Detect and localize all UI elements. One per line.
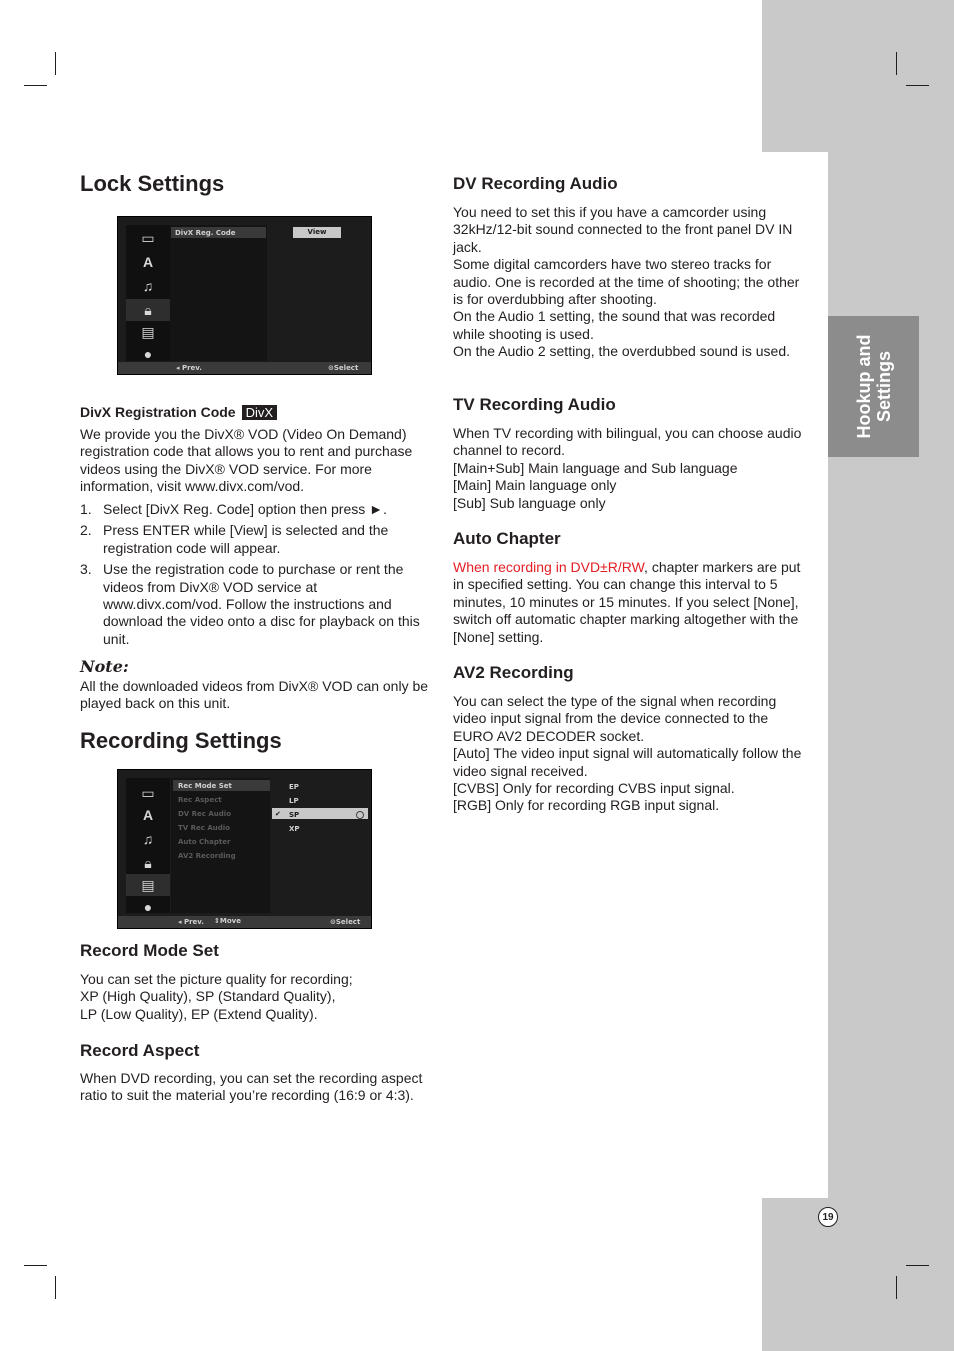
av2-paragraph-1: You can select the type of the signal when recording video input signal from the device connected to the EURO AV2 DECODER socket. [453,693,777,744]
record-mode-text-2: XP (High Quality), SP (Standard Quality), [80,988,336,1004]
menu-item-rec-mode-set: Rec Mode Set [178,782,232,790]
language-icon: A [142,807,154,823]
check-icon: ✔ [275,810,281,818]
tv-recording-audio-body [453,425,803,512]
av2-recording-heading: AV2 Recording [453,663,574,682]
prev-hint: ◂ Prev. [178,918,204,926]
av2-paragraph-4: [RGB] Only for recording RGB input signal. [453,797,720,814]
lock-icon: 🔒︎ [126,299,170,321]
crop-mark [896,52,897,75]
dv-paragraph-2: Some digital camcorders have two stereo tracks for audio. One is recorded at the time of shooting; the other is for overdubbing after shooting. [453,256,800,308]
section-tab-line2: Settings [873,351,894,423]
margin-band [828,152,954,1198]
lock-settings-title: Lock Settings [80,171,225,196]
divx-intro: We provide you the DivX® VOD (Video On Demand) registration code that allows you to rent and purchase videos using the DivX® VOD service. For more information, visit www.divx.com/vod. [80,426,413,495]
move-hint: ⇕Move [214,917,241,925]
recording-settings-screenshot [117,769,372,929]
crop-mark [55,52,56,75]
dv-recording-audio-body [453,204,803,361]
option-lp: LP [289,797,299,805]
page-number: 19 [818,1207,838,1227]
crop-mark [24,85,47,86]
crop-mark [896,1276,897,1299]
option-highlight [272,808,368,819]
select-hint: ⊙Select [328,364,359,372]
others-icon: ● [143,346,153,362]
recording-settings-title: Recording Settings [80,728,282,753]
tv-paragraph-1: When TV recording with bilingual, you can choose audio channel to record. [453,425,802,459]
enter-icon [356,811,364,819]
recording-icon: ▤ [126,874,170,896]
tv-recording-audio-heading: TV Recording Audio [453,395,616,414]
option-ep: EP [289,783,299,791]
dv-paragraph-1: You need to set this if you have a camcorder using 32kHz/12-bit sound connected to the front panel DV IN jack. [453,204,793,255]
recording-icon: ▤ [141,323,155,340]
view-button: View [293,227,341,238]
menu-item-divx-reg-code: DivX Reg. Code [175,229,236,237]
record-aspect-heading: Record Aspect [80,1041,200,1060]
option-sp: SP [289,811,300,819]
margin-band-bottom [762,1198,954,1351]
prev-hint: ◂ Prev. [176,364,202,372]
av2-recording-body [453,693,803,815]
section-tab [828,316,919,457]
av2-paragraph-2: [Auto] The video input signal will automatically follow the video signal received. [453,745,802,779]
language-icon: A [142,254,154,270]
section-tab-line1: Hookup and [853,334,874,439]
dv-paragraph-3: On the Audio 1 setting, the sound that was recorded while shooting is used. [453,308,776,342]
margin-band-top [762,0,954,152]
menu-item-dv-rec-audio: DV Rec Audio [178,810,232,818]
tv-paragraph-4: [Sub] Sub language only [453,494,606,511]
menu-item-auto-chapter: Auto Chapter [178,838,231,846]
crop-mark [906,1265,929,1266]
disc-menu-icon: ▭ [141,229,155,246]
record-mode-set-heading: Record Mode Set [80,941,219,960]
option-xp: XP [289,825,300,833]
divx-steps [80,501,430,652]
tv-paragraph-2: [Main+Sub] Main language and Sub language [453,459,738,476]
select-hint: ⊙Select [330,918,361,926]
record-mode-text-1: You can set the picture quality for recording; [80,971,353,987]
crop-mark [24,1265,47,1266]
lock-settings-screenshot [117,216,372,375]
lock-icon: 🔒︎ [144,854,152,871]
crop-mark [55,1276,56,1299]
note-heading: Note: [80,657,129,676]
divx-registration-heading: DivX Registration Code DivX [80,404,277,420]
tv-paragraph-3: [Main] Main language only [453,477,617,494]
list-item: 1. Select [DivX Reg. Code] option then press ►. [80,501,387,517]
list-item: 2. Press ENTER while [View] is selected and the registration code will appear. [80,522,389,556]
record-mode-text-3: LP (Low Quality), EP (Extend Quality). [80,1006,318,1022]
list-item: 3. Use the registration code to purchase or rent the videos from DivX® VOD service at www.divx.com/vod. Follow the instructions and download the video onto a disc for playback on this unit. [80,561,420,647]
audio-icon: ♫ [142,831,154,847]
menu-item-tv-rec-audio: TV Rec Audio [178,824,230,832]
divx-tag: DivX [242,405,277,420]
av2-paragraph-3: [CVBS] Only for recording CVBS input signal. [453,780,735,797]
auto-chapter-heading: Auto Chapter [453,529,561,548]
record-aspect-text: When DVD recording, you can set the recording aspect ratio to suit the material you’re recording (16:9 or 4:3). [80,1070,423,1104]
menu-item-rec-aspect: Rec Aspect [178,796,222,804]
crop-mark [906,85,929,86]
dv-recording-audio-heading: DV Recording Audio [453,174,618,193]
menu-item-av2-recording: AV2 Recording [178,852,236,860]
auto-chapter-highlight: When recording in DVD±R/RW [453,559,645,575]
dv-paragraph-4: On the Audio 2 setting, the overdubbed sound is used. [453,343,791,360]
disc-menu-icon: ▭ [141,784,155,801]
note-text: All the downloaded videos from DivX® VOD can only be played back on this unit. [80,678,429,712]
others-icon: ● [143,899,153,915]
auto-chapter-text: When recording in DVD±R/RW, chapter markers are put in specified setting. You can change this interval to 5 minutes, 10 minutes or 15 minutes. If you select [None], switch off automatic chapter marking altogether with the [None] setting. [453,559,801,645]
audio-icon: ♫ [142,278,154,294]
